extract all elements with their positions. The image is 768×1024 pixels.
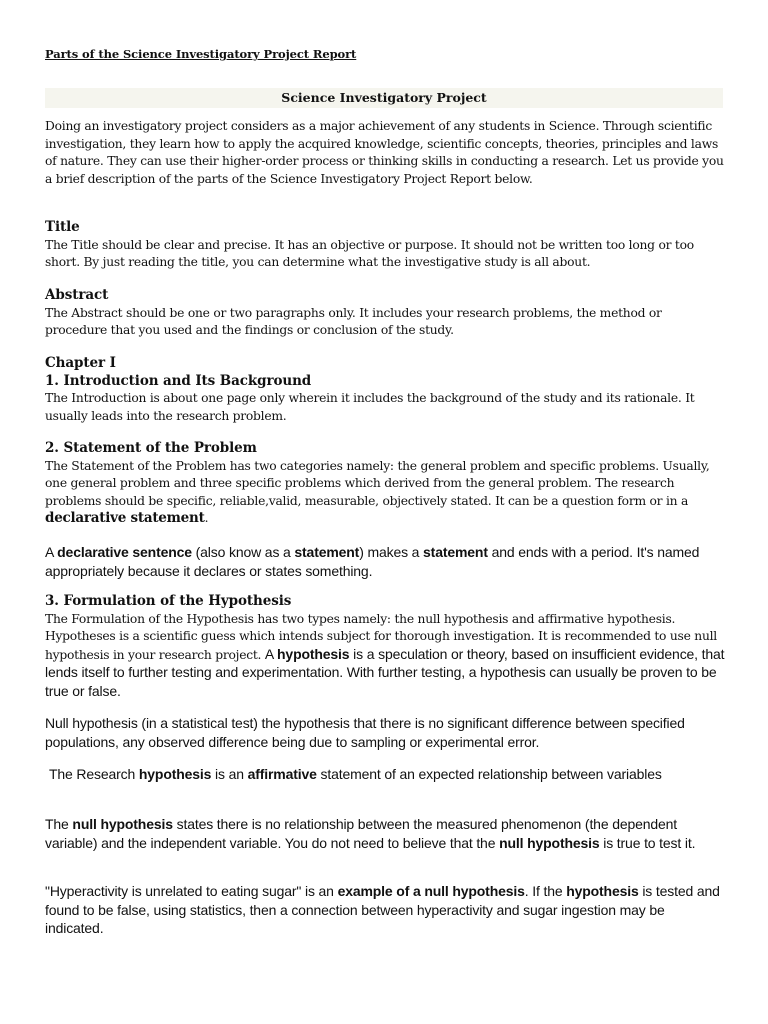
research-bold-2: affirmative	[247, 766, 317, 782]
hypothesis-section	[45, 593, 725, 701]
title-section	[45, 219, 725, 272]
statement-heading: 2. Statement of the Problem	[45, 440, 257, 456]
example-text-1: "Hyperactivity is unrelated to eating sugar" is an	[45, 883, 338, 899]
null-states-bold-1: null hypothesis	[72, 816, 173, 832]
abstract-heading: Abstract	[45, 287, 109, 303]
example-text-2: . If the	[524, 883, 567, 899]
declarative-section	[45, 543, 725, 580]
null-states-section	[45, 815, 725, 852]
research-text-3: statement of an expected relationship between variables	[316, 766, 662, 782]
research-text-2: is an	[211, 766, 248, 782]
hypothesis-bold-term: hypothesis	[277, 645, 350, 662]
section-banner: Science Investigatory Project	[45, 88, 723, 108]
chapter-label: Chapter I	[45, 355, 116, 371]
null-states-paragraph	[45, 815, 725, 852]
hypothesis-sans-a: A	[264, 645, 278, 662]
null-states-text-3: is true to test it.	[599, 834, 696, 851]
null-states-bold-2: null hypothesis	[499, 834, 600, 851]
example-bold-1: example of a null hypothesis	[337, 883, 525, 899]
declarative-text-4: and ends with a period. It's named appropriately because it declares or states something.	[45, 544, 700, 579]
chapter-one-section	[45, 355, 725, 425]
null-states-text-2: states there is no relationship between the measured phenomenon (the dependent variable) and the independent variable. You do not need to believe that the	[45, 816, 678, 851]
null-definition-paragraph: Null hypothesis (in a statistical test) the hypothesis that there is no significant difference between specified populations, any observed difference being due to sampling or experimental error.	[45, 715, 685, 750]
abstract-section	[45, 287, 725, 340]
intro-paragraph: Doing an investigatory project considers as a major achievement of any students in Science. Through scientific investigation, they learn how to apply the acquired knowledge, scientific concepts, theories, principles and laws of nature. They can use their higher-order process or thinking skills in conducting a research. Let us provide you a brief description of the parts of the Science Investigatory Project Report below.	[45, 119, 724, 186]
statement-paragraph	[45, 458, 725, 528]
introduction-heading: 1. Introduction and Its Background	[45, 372, 312, 389]
declarative-text-1: A	[45, 544, 58, 560]
example-section	[45, 882, 725, 938]
research-hypothesis-paragraph	[45, 765, 725, 784]
statement-section	[45, 440, 725, 528]
hypothesis-sans-rest: is a speculation or theory, based on insufficient evidence, that lends itself to further testing and experimentation. With further testing, a hypothesis can usually be proven to be true or false.	[45, 645, 725, 699]
example-paragraph	[45, 882, 725, 938]
introduction-paragraph: The Introduction is about one page only wherein it includes the background of the study and its rationale. It usually leads into the research problem.	[45, 391, 695, 423]
declarative-paragraph	[45, 543, 725, 580]
title-heading: Title	[45, 219, 80, 235]
intro-section	[45, 118, 725, 188]
example-text-3: is tested and found to be false, using statistics, then a connection between hyperactivity and sugar ingestion may be indicated.	[45, 883, 720, 936]
research-text-1: The Research	[49, 766, 139, 782]
statement-text: The Statement of the Problem has two categories namely: the general problem and specific problems. Usually, one general problem and three specific problems which derived from the general problem. The research problems should be specific, reliable,valid, measurable, objectively stated. It can be a question form or in a	[45, 458, 710, 508]
document-title: Parts of the Science Investigatory Project Report	[45, 47, 357, 61]
hypothesis-heading: 3. Formulation of the Hypothesis	[45, 593, 292, 609]
declarative-bold-2: statement	[294, 544, 360, 560]
declarative-bold-1: declarative sentence	[57, 544, 192, 560]
abstract-paragraph: The Abstract should be one or two paragraphs only. It includes your research problems, the method or procedure that you used and the findings or conclusion of the study.	[45, 305, 662, 337]
declarative-text-3: ) makes a	[359, 544, 424, 560]
hypothesis-paragraph	[45, 611, 725, 702]
statement-end: .	[204, 511, 209, 525]
null-definition-section	[45, 714, 725, 751]
null-states-text-1: The	[45, 816, 73, 832]
hypothesis-serif-text: The Formulation of the Hypothesis has two types namely: the null hypothesis and affirmative hypothesis. Hypotheses is a scientific guess which intends subject for thorough investigation. It is recommended to use null hypothesis in your research project.	[45, 611, 717, 662]
title-paragraph: The Title should be clear and precise. It has an objective or purpose. It should not be written too long or too short. By just reading the title, you can determine what the investigative study is all about.	[45, 237, 694, 269]
research-hypothesis-section	[45, 765, 725, 784]
declarative-text-2: (also know as a	[191, 544, 295, 560]
research-bold-1: hypothesis	[138, 766, 212, 782]
declarative-bold-3: statement	[423, 544, 488, 560]
example-bold-2: hypothesis	[566, 883, 639, 899]
statement-bold-term: declarative statement	[45, 510, 205, 526]
